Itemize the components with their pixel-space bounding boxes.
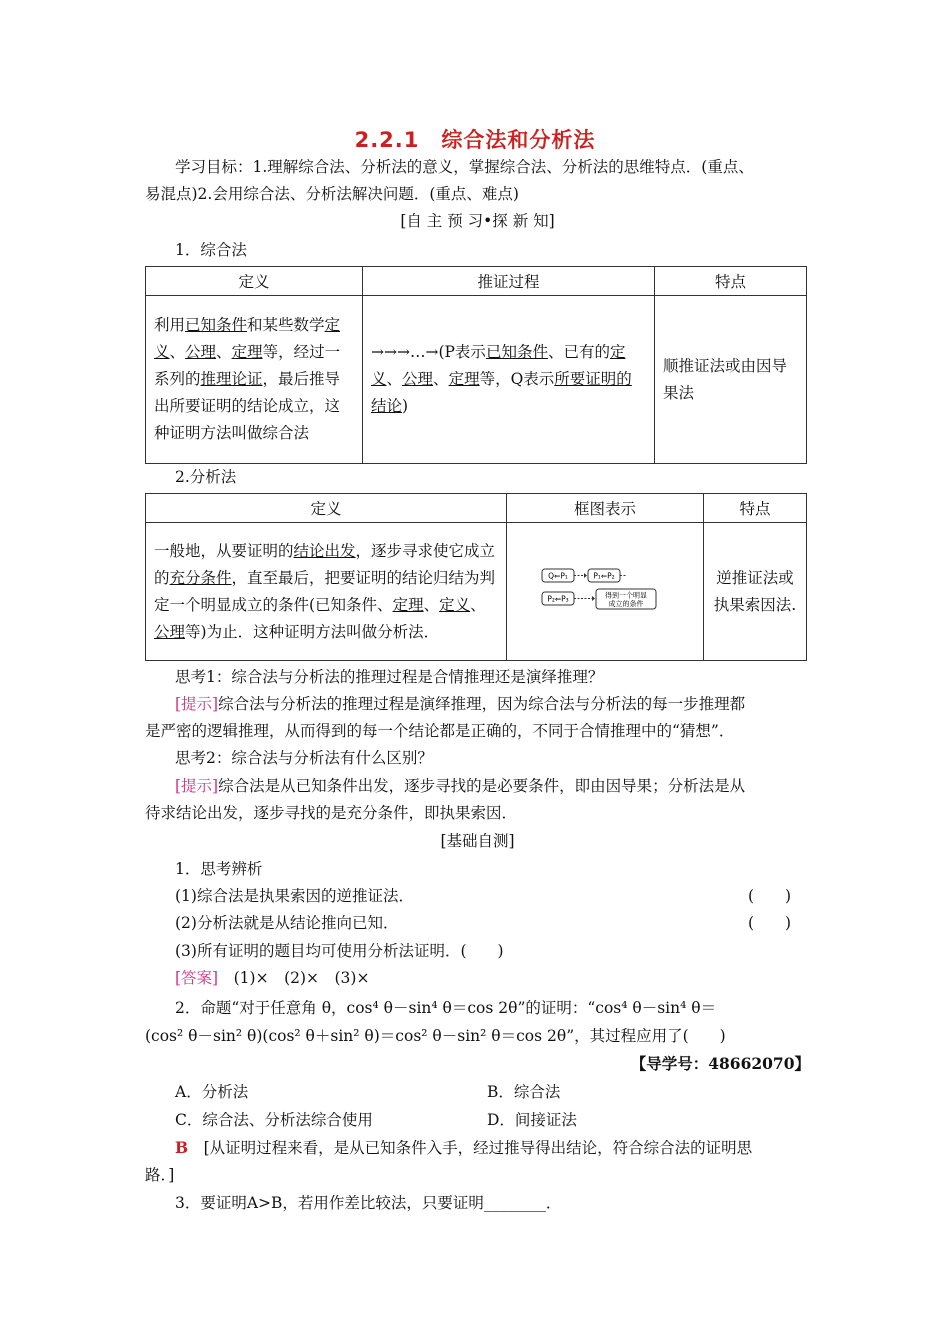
analysis-definition-cell: 一般地，从要证明的结论出发，逐步寻求使它成立的充分条件，直至最后，把要证明的结论归结为判定一个明显成立的条件(已知条件、定理、定义、公理等)为止．这种证明方法叫做分析法． xyxy=(146,523,507,661)
q2-option-c: C．综合法、分析法综合使用 xyxy=(175,1111,373,1129)
page-title: 2.2.1 综合法和分析法 xyxy=(354,128,596,152)
think1-answer-line-2: 是严密的逻辑推理，从而得到的每一个结论都是正确的，不同于合情推理中的“猜想”． xyxy=(145,722,735,740)
synthesis-feature-cell: 顺推证法或由因导果法 xyxy=(655,296,807,464)
think2-answer-line-1: [提示]综合法是从已知条件出发，逐步寻找的是必要条件，即由因导果；分析法是从 xyxy=(175,777,746,795)
section-header: [自 主 预 习•探 新 知] xyxy=(400,212,555,230)
synthesis-table xyxy=(145,266,807,464)
q2-option-d: D．间接证法 xyxy=(487,1111,577,1129)
think2-hint-tag: [提示] xyxy=(175,777,219,795)
synthesis-process-cell: →→→…→(P表示已知条件、已有的定义、公理、定理等，Q表示所要证明的结论) xyxy=(363,296,655,464)
q2-line-1: 2．命题“对于任意角 θ，cos⁴ θ－sin⁴ θ＝cos 2θ”的证明：“cos⁴ θ－sin⁴ θ＝ xyxy=(175,999,717,1017)
flow-box-4-label-2: 成立的条件 xyxy=(608,599,644,608)
think1-answer-line-1: [提示]综合法与分析法的推理过程是演绎推理，因为综合法与分析法的每一步推理都 xyxy=(175,695,746,713)
basic-test-header: [基础自测] xyxy=(440,832,515,850)
q1-item-3: (3)所有证明的题目均可使用分析法证明．( ) xyxy=(175,942,504,960)
analysis-diagram-cell xyxy=(507,523,704,661)
think2-answer-line-2: 待求结论出发，逐步寻找的是充分条件，即执果索因． xyxy=(145,804,518,822)
objectives-line-1: 学习目标：1.理解综合法、分析法的意义，掌握综合法、分析法的思维特点．(重点、 xyxy=(175,158,754,176)
q1-item-1: (1)综合法是执果索因的逆推证法． xyxy=(175,887,414,905)
analysis-feature-cell: 逆推证法或执果索因法. xyxy=(704,523,807,661)
q1-title: 1．思考辨析 xyxy=(175,860,263,878)
flow-arrow-1-head xyxy=(584,573,587,578)
analysis-heading: 2.分析法 xyxy=(175,468,237,486)
q1-answer-tag: [答案] xyxy=(175,969,219,987)
flow-arrow-3-head xyxy=(592,596,595,601)
q1-item-2: (2)分析法就是从结论推向已知． xyxy=(175,914,399,932)
flow-box-1-label: Q⇐P₁ xyxy=(548,571,568,580)
analysis-flow-diagram xyxy=(540,565,670,615)
objectives-line-2: 易混点)2.会用综合法、分析法解决问题．(重点、难点) xyxy=(145,185,519,203)
synthesis-header-process: 推证过程 xyxy=(363,267,655,296)
q1-answer: [答案] (1)× (2)× (3)× xyxy=(175,969,370,987)
flow-box-4-label-1: 得到一个明显 xyxy=(605,591,647,599)
analysis-header-feature: 特点 xyxy=(704,494,807,523)
think1-hint-tag: [提示] xyxy=(175,695,219,713)
synthesis-definition-cell: 利用已知条件和某些数学定义、公理、定理等，经过一系列的推理论证，最后推导出所要证明的结论成立，这种证明方法叫做综合法 xyxy=(146,296,363,464)
flow-box-3-label: P₂⇐P₃ xyxy=(547,594,569,603)
q2-answer-letter: B xyxy=(175,1138,189,1157)
analysis-header-definition: 定义 xyxy=(146,494,507,523)
synthesis-header-feature: 特点 xyxy=(655,267,807,296)
q1-item-1-blank: ( ) xyxy=(748,887,792,905)
q2-ref-number: 【导学号：48662070】 xyxy=(630,1054,810,1073)
q2-line-2: (cos² θ－sin² θ)(cos² θ＋sin² θ)＝cos² θ－sin² θ＝cos 2θ”，其过程应用了( ) xyxy=(145,1027,726,1045)
analysis-header-diagram: 框图表示 xyxy=(507,494,704,523)
q2-option-a: A．分析法 xyxy=(175,1083,249,1101)
think1-question: 思考1：综合法与分析法的推理过程是合情推理还是演绎推理？ xyxy=(175,668,604,686)
q2-option-b: B．综合法 xyxy=(487,1083,561,1101)
flow-box-2-label: P₁⇐P₂ xyxy=(593,571,615,580)
q3-text: 3．要证明A>B，若用作差比较法，只要证明________． xyxy=(175,1194,562,1212)
think2-question: 思考2：综合法与分析法有什么区别？ xyxy=(175,749,433,767)
synthesis-header-definition: 定义 xyxy=(146,267,363,296)
synthesis-heading: 1．综合法 xyxy=(175,241,247,259)
q2-explanation-line-1: B [从证明过程来看，是从已知条件入手，经过推导得出结论，符合综合法的证明思 xyxy=(175,1138,753,1157)
q1-item-2-blank: ( ) xyxy=(748,914,792,932)
q2-explanation-line-2: 路．] xyxy=(145,1166,175,1184)
analysis-table xyxy=(145,493,807,661)
